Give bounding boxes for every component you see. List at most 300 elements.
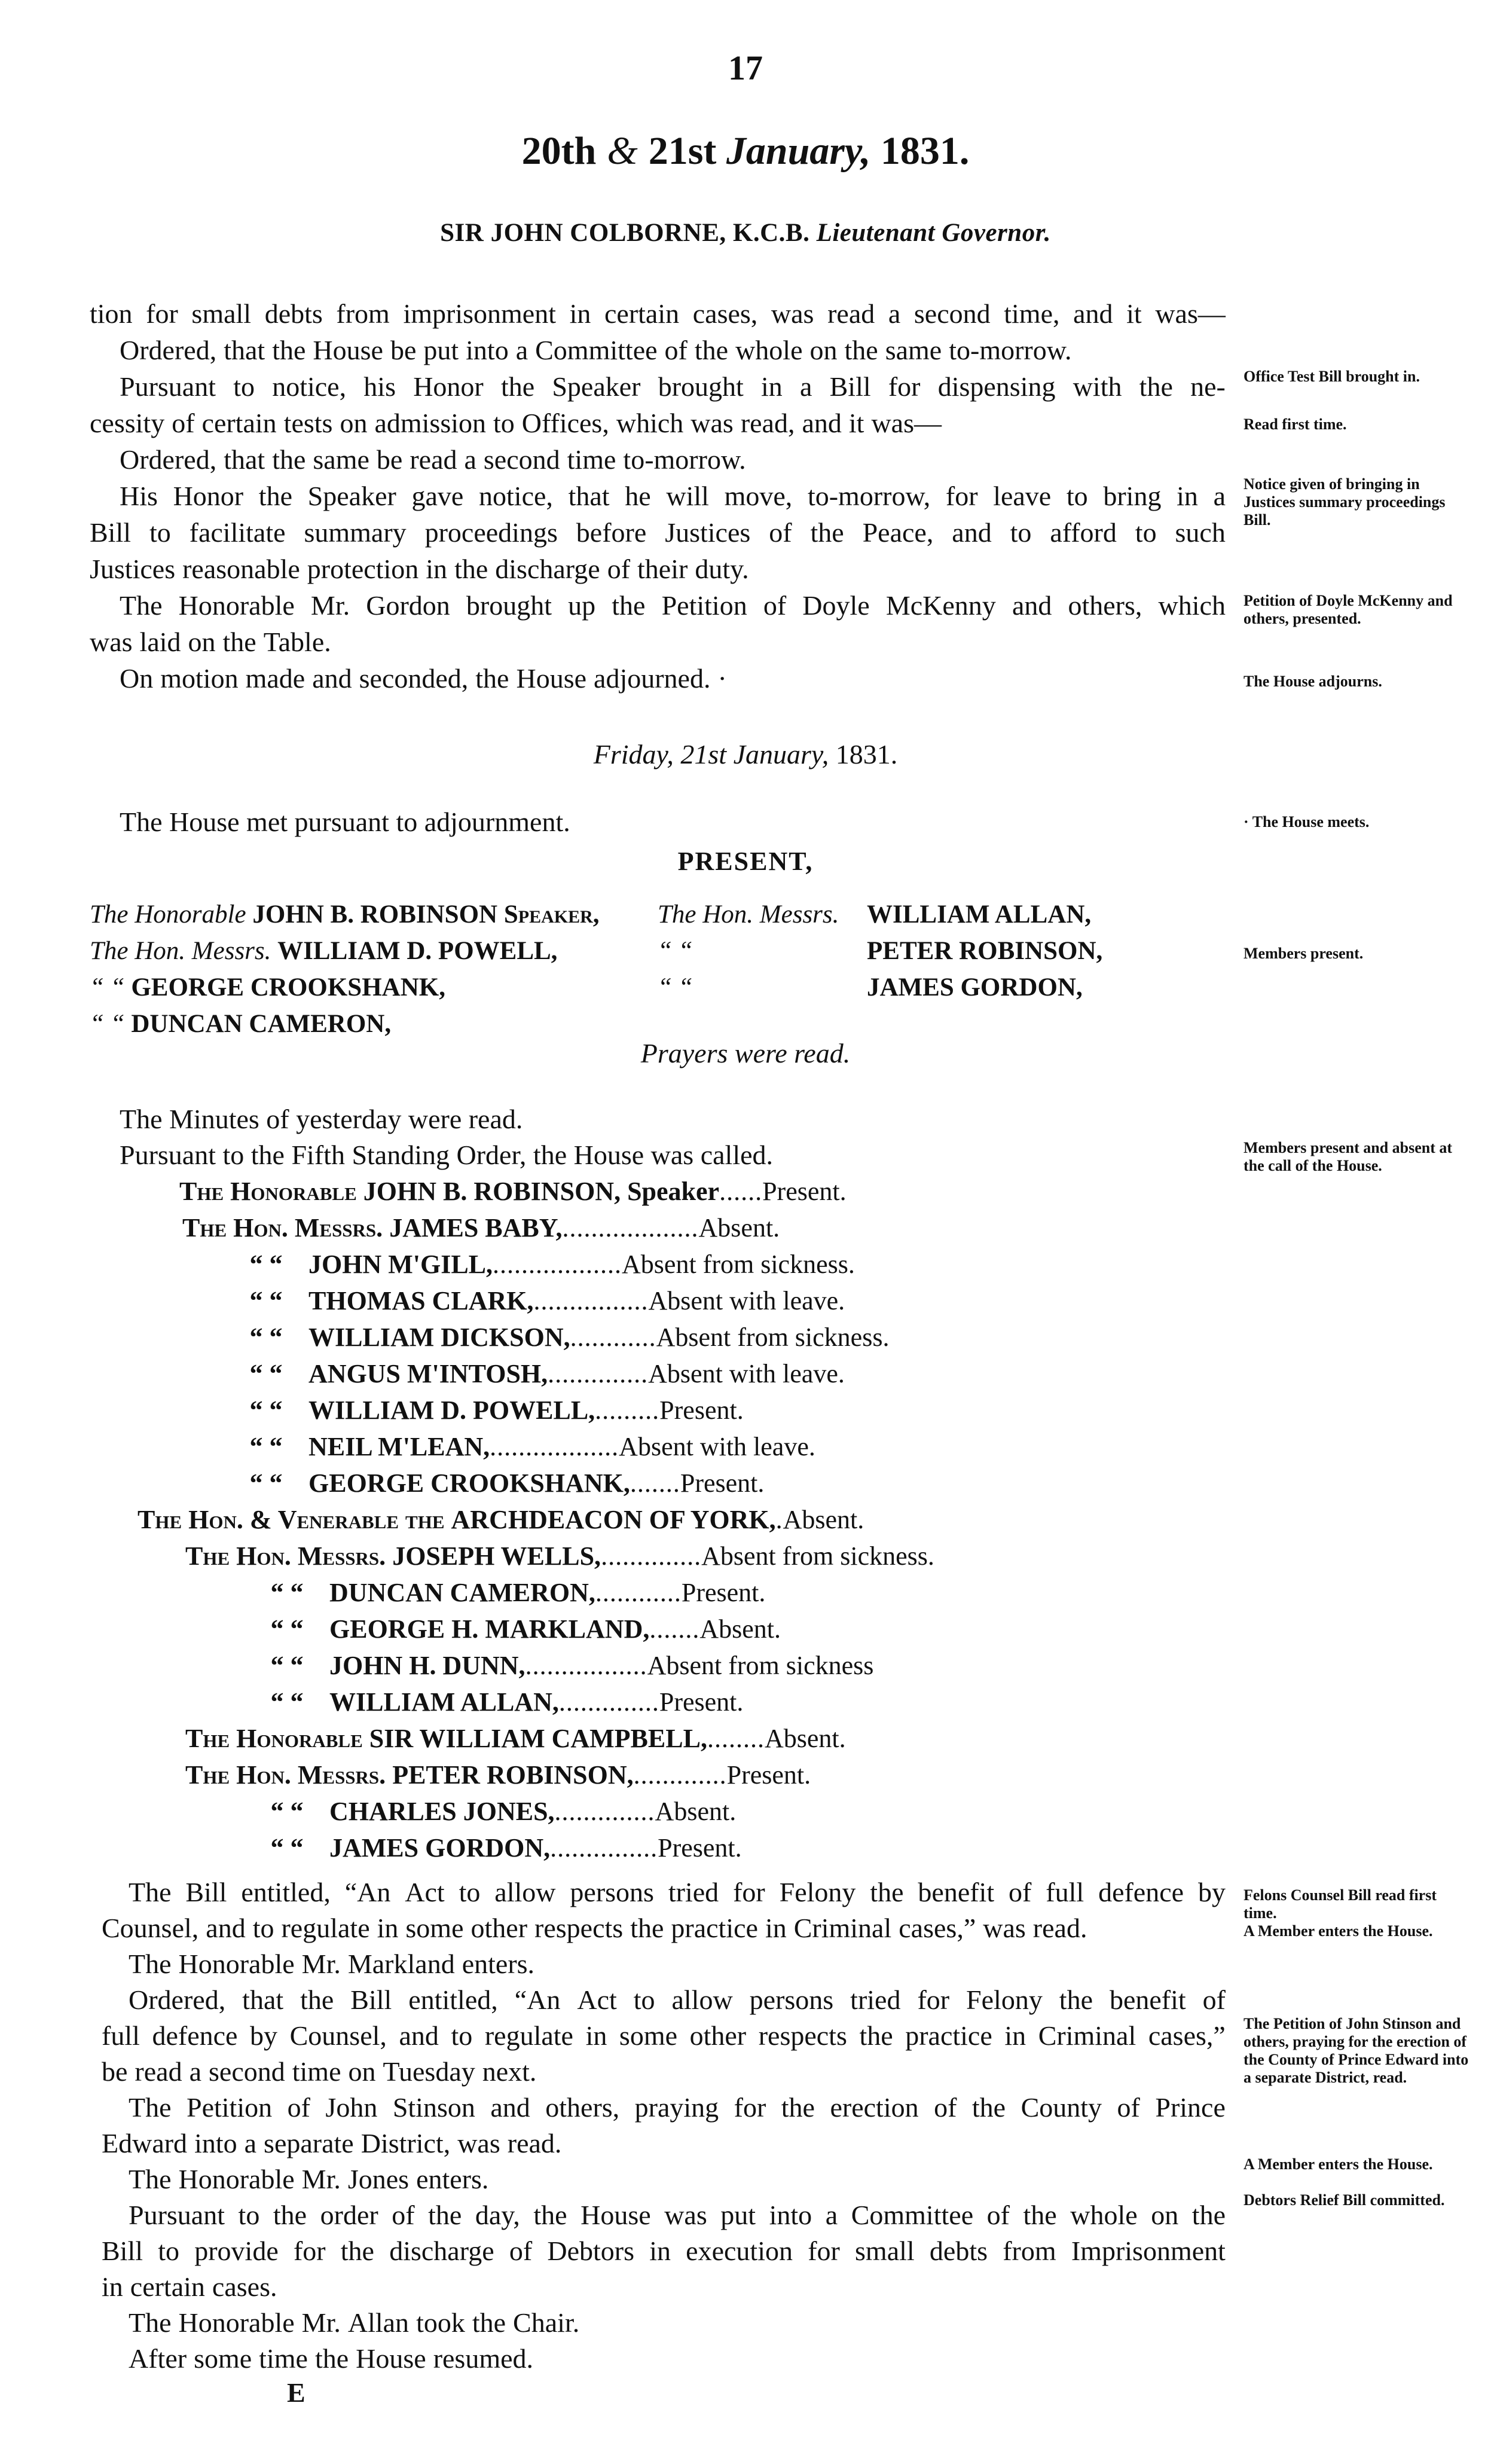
word: from [336, 298, 390, 329]
roll-dots: ............... [550, 1833, 658, 1862]
member-name: PETER ROBINSON, [867, 937, 1103, 965]
word: Mr. [301, 2164, 341, 2194]
present-heading: PRESENT, [677, 847, 814, 876]
roll-dots: ....... [630, 1468, 680, 1498]
date-month: January, [726, 129, 871, 173]
word: His [120, 481, 158, 511]
word: John [325, 2092, 378, 2123]
word: proceedings [424, 517, 558, 548]
word: the [300, 1984, 334, 2015]
word: leave [993, 481, 1052, 511]
word: brought [466, 590, 552, 621]
word: Chair. [513, 2307, 580, 2338]
word: into [466, 335, 509, 365]
word: for [146, 298, 178, 329]
word: in [569, 298, 591, 329]
roll-entry [251, 1793, 736, 1830]
word: from [1003, 2236, 1056, 2266]
present-row-left [90, 1006, 391, 1042]
word: was [771, 298, 814, 329]
word: Ordered, [129, 1984, 226, 2015]
roll-entry [185, 1538, 934, 1574]
margin-note-members-present: Members present. [1243, 945, 1364, 962]
word: that [568, 481, 610, 511]
word: Jones [347, 2164, 410, 2194]
member-prefix: The Hon. Messrs. [90, 937, 271, 965]
word: The [129, 2092, 172, 2123]
date-heading [0, 129, 1491, 174]
word: Gordon [366, 590, 450, 621]
roll-title: “ “ [270, 1833, 304, 1862]
roll-entry [185, 1757, 811, 1793]
date-ampersand: & [607, 129, 638, 173]
word: for [917, 1984, 950, 2015]
word: read [827, 298, 875, 329]
word: of [287, 2092, 310, 2123]
roll-status: Present. [726, 1760, 811, 1790]
word: cases. [212, 2271, 277, 2302]
word: Felony [779, 1877, 856, 1907]
word: the [1191, 2200, 1226, 2230]
member-name: JOHN B. ROBINSON [252, 900, 498, 929]
word: summary [304, 517, 407, 548]
word: discharge [495, 554, 600, 584]
word: for [293, 2236, 326, 2266]
roll-dots: ............ [595, 1578, 682, 1607]
word: Act [577, 1984, 617, 2015]
word: which [616, 408, 684, 438]
roll-entry [251, 1830, 742, 1866]
roll-dots: .................. [493, 1250, 622, 1279]
word: of [509, 2236, 533, 2266]
word: a [515, 335, 528, 365]
word: “An [514, 1984, 561, 2015]
present-row-right [658, 897, 1091, 933]
word: cases,” [1148, 2020, 1226, 2051]
roll-name: GEORGE CROOKSHANK, [308, 1468, 630, 1498]
word: order [320, 2200, 378, 2230]
word: to [1066, 481, 1088, 511]
word: Petition [187, 2092, 273, 2123]
word: on [340, 408, 368, 438]
word: read [410, 444, 457, 475]
word: respects [534, 1913, 624, 1943]
word: small [855, 2236, 915, 2266]
roll-entry [251, 1684, 743, 1720]
text-line [129, 2197, 1226, 2233]
word: read [135, 2056, 182, 2087]
member-suffix: Speaker, [503, 900, 600, 929]
roll-title: “ “ [249, 1432, 283, 1461]
roll-entry [230, 1428, 815, 1465]
word: Pursuant [120, 371, 216, 402]
word: Counsel, [289, 2020, 387, 2051]
word: The [120, 590, 163, 621]
word: put [423, 335, 459, 365]
word: time [292, 2056, 341, 2087]
text-line [120, 442, 746, 478]
margin-note-call-of-house: Members present and absent at the call of the House. [1243, 1139, 1453, 1174]
word: to [252, 1913, 274, 1943]
text-line [120, 661, 727, 697]
word: into [769, 2200, 812, 2230]
roll-entry [230, 1246, 855, 1283]
word: whole [1070, 2200, 1138, 2230]
governor-line [0, 218, 1491, 248]
word: Mr. [310, 590, 350, 621]
word: The [129, 1877, 172, 1907]
word: of [986, 2200, 1010, 2230]
roll-entry [251, 1647, 873, 1684]
word: Bill [102, 2236, 143, 2266]
text-line [129, 2090, 1226, 2126]
member-name: GEORGE CROOKSHANK, [131, 973, 445, 1002]
word: was [90, 627, 133, 657]
roll-title: The Hon. Messrs. [185, 1760, 386, 1790]
word: praying [634, 2092, 719, 2123]
word: House [356, 2343, 426, 2374]
word: full [102, 2020, 140, 2051]
word: debts [264, 298, 323, 329]
word: certain [130, 2271, 205, 2302]
text-line [129, 2161, 488, 2197]
word: the [222, 627, 256, 657]
text-line [129, 1874, 1226, 1910]
word: motion [160, 663, 239, 694]
word: tried [850, 1984, 901, 2015]
word: to-morrow. [623, 444, 746, 475]
governor-name: SIR JOHN COLBORNE, K.C.B. [440, 219, 810, 247]
word: was— [871, 408, 942, 438]
text-line [102, 2233, 1226, 2269]
roll-entry [230, 1319, 889, 1355]
word: discharge [389, 2236, 494, 2266]
word: Honor [413, 371, 484, 402]
word: made [245, 663, 305, 694]
word: and [1073, 298, 1113, 329]
word: in [1004, 2020, 1026, 2051]
word: House [313, 335, 383, 365]
text-line [90, 551, 749, 587]
roll-status: Present. [659, 1396, 744, 1425]
word: took [416, 2307, 465, 2338]
word: Bill [829, 371, 871, 402]
margin-note-house-meets: · The House meets. [1243, 813, 1370, 831]
word: the [694, 335, 729, 365]
word: Pursuant [129, 2200, 225, 2230]
word: his [363, 371, 396, 402]
word: and [1012, 590, 1052, 621]
word: Mr. [301, 2307, 341, 2338]
word: such [1175, 517, 1226, 548]
word: House [580, 2200, 651, 2230]
word: in [765, 1913, 787, 1943]
word: enters. [462, 1949, 535, 1979]
word: certain [201, 408, 277, 438]
word: the [1059, 1984, 1093, 2015]
word: was [690, 408, 734, 438]
word: the [258, 481, 292, 511]
word: a [888, 298, 901, 329]
word: a [825, 2200, 838, 2230]
word: to [493, 408, 515, 438]
word: allow [494, 1877, 556, 1907]
roll-name: JOSEPH WELLS, [392, 1541, 601, 1571]
word: same [885, 335, 942, 365]
word: certain [604, 298, 680, 329]
word: that [224, 335, 265, 365]
word: the [454, 554, 488, 584]
roll-status: Present. [659, 1687, 744, 1717]
word: Imprisonment [1071, 2236, 1226, 2266]
roll-title: “ “ [270, 1614, 304, 1644]
word: tion [90, 298, 133, 329]
roll-title: The Honorable [185, 1724, 363, 1753]
word: persons [570, 1877, 654, 1907]
word: the [810, 517, 844, 548]
member-prefix: “ “ [90, 973, 125, 1002]
roll-status: Present. [762, 1177, 847, 1206]
word: move, [724, 481, 793, 511]
word: on [188, 627, 216, 657]
word: a [800, 371, 812, 402]
word: Justices [665, 517, 751, 548]
word: Stinson [392, 2092, 475, 2123]
word: a [1213, 481, 1226, 511]
word: was— [1155, 298, 1226, 329]
word: time [567, 444, 616, 475]
margin-note-felons-bill: Felons Counsel Bill read first time. [1243, 1886, 1437, 1922]
word: others, [1068, 590, 1142, 621]
roll-dots: .............. [554, 1797, 655, 1826]
word: defence [152, 2020, 238, 2051]
word: Ordered, [120, 335, 217, 365]
word: for [733, 1877, 765, 1907]
word: protection [307, 554, 419, 584]
house-met-line: The House met pursuant to adjournment. [120, 807, 570, 837]
roll-name: JOHN H. DUNN, [329, 1651, 525, 1680]
roll-title: The Honorable [179, 1177, 357, 1206]
word: to [459, 1877, 481, 1907]
word: brought [658, 371, 744, 402]
word: to [1135, 517, 1157, 548]
word: notice, [272, 371, 347, 402]
prayers-line: Prayers were read. [640, 1038, 851, 1068]
text-line [102, 2054, 536, 2090]
word: it [1126, 298, 1142, 329]
word: for [888, 371, 921, 402]
word: of [1009, 1877, 1032, 1907]
word: will [666, 481, 709, 511]
word: to [451, 2020, 473, 2051]
margin-note-petition-doyle: Petition of Doyle McKenny and others, presented. [1243, 592, 1453, 627]
word: cessity [90, 408, 165, 438]
member-prefix: “ “ [658, 973, 693, 1002]
word: adjourned. [594, 663, 711, 694]
word: for [945, 481, 978, 511]
word: to-morrow. [949, 335, 1072, 365]
roll-entry [138, 1501, 864, 1538]
word: the [630, 1913, 664, 1943]
friday-day: Friday, [593, 739, 674, 770]
word: Tuesday [383, 2056, 475, 2087]
word: the [428, 2200, 462, 2230]
word: Petition [661, 590, 747, 621]
word: and [490, 2092, 530, 2123]
word: whole [735, 335, 803, 365]
roll-status: Absent with leave. [648, 1286, 845, 1315]
roll-name: WILLIAM D. POWELL, [308, 1396, 595, 1425]
word: “An [344, 1877, 391, 1907]
word: bring [1103, 481, 1162, 511]
word: into [194, 2128, 237, 2158]
governor-title: Lieutenant Governor. [816, 219, 1051, 247]
word: Offices, [521, 408, 609, 438]
word: the [870, 1877, 904, 1907]
roll-entry [182, 1210, 780, 1246]
word: was [664, 2200, 707, 2230]
roll-title: “ “ [270, 1687, 304, 1717]
word: other [470, 1913, 528, 1943]
roll-dots: ............ [570, 1323, 656, 1352]
roll-title: “ “ [270, 1578, 304, 1607]
roll-dots: ......... [595, 1396, 660, 1425]
roll-dots: .............. [558, 1687, 659, 1717]
word: and [399, 2020, 439, 2051]
word: on [809, 335, 838, 365]
member-prefix: “ “ [90, 1010, 125, 1038]
word: it [848, 408, 864, 438]
word: others, [545, 2092, 620, 2123]
word: The [129, 2164, 172, 2194]
word: erection [830, 2092, 919, 2123]
text-line [120, 332, 1071, 368]
text-line [102, 2126, 561, 2161]
margin-note-stinson-petition: The Petition of John Stinson and others, praying for the erection of the County of Prince Edward into a separate District, read. [1243, 2015, 1469, 2086]
word: tried [668, 1877, 719, 1907]
date-mid: 21st [648, 129, 717, 173]
word: separate [264, 2128, 354, 2158]
text-line [129, 1982, 1226, 2018]
roll-name: WILLIAM ALLAN, [329, 1687, 559, 1717]
word: Counsel, [102, 1913, 199, 1943]
word: to [1010, 517, 1032, 548]
word: to [233, 371, 255, 402]
word: he [625, 481, 651, 511]
word: same [313, 444, 369, 475]
word: persons [749, 1984, 834, 2015]
word: Edward [102, 2128, 188, 2158]
word: a [244, 2128, 257, 2158]
word: Honorable [178, 1949, 295, 1979]
word: of [392, 2200, 415, 2230]
word: of [664, 335, 688, 365]
roll-entry [179, 1173, 847, 1210]
roll-status: Absent. [698, 1213, 780, 1242]
word: admission [374, 408, 487, 438]
roll-title: “ “ [249, 1250, 283, 1279]
word: of [1117, 2092, 1140, 2123]
word: Bill [185, 1877, 227, 1907]
word: provide [194, 2236, 279, 2266]
word: be [376, 444, 403, 475]
word: tests [283, 408, 333, 438]
word: of [763, 590, 787, 621]
word: some [619, 2020, 678, 2051]
text-line [90, 624, 331, 660]
word: some [194, 2343, 252, 2374]
word: Committee [851, 2200, 974, 2230]
present-row-right [658, 1006, 867, 1042]
word: which [1158, 590, 1226, 621]
member-prefix: The Honorable [90, 900, 246, 929]
word: Table. [263, 627, 331, 657]
minutes-line: The Minutes of yesterday were read. [120, 1104, 523, 1134]
word: and [206, 1913, 246, 1943]
margin-note-adjourns: The House adjourns. [1243, 673, 1382, 690]
word: laid [139, 627, 181, 657]
roll-name: JAMES BABY, [389, 1213, 563, 1242]
word: cases, [692, 298, 758, 329]
word: seconded, [359, 663, 469, 694]
roll-entry [230, 1465, 764, 1501]
roll-dots: ............. [633, 1760, 727, 1790]
word: of [1202, 1984, 1226, 2015]
word: the [475, 663, 509, 694]
text-line [102, 2269, 277, 2305]
word: of [607, 554, 631, 584]
word: Act [405, 1877, 445, 1907]
present-row-right [658, 933, 1102, 969]
present-row-left [90, 897, 600, 933]
word: the [273, 2200, 307, 2230]
margin-note-read-first: Read first time. [1243, 416, 1347, 433]
word: a [464, 444, 476, 475]
word: Mr. [301, 1949, 341, 1979]
text-line [102, 1910, 1087, 1946]
word: District, [360, 2128, 451, 2158]
text-line [129, 2341, 533, 2377]
word: imprisonment [403, 298, 556, 329]
text-line [120, 588, 1226, 624]
text-line [102, 2018, 1226, 2054]
roll-name: JOHN B. ROBINSON, Speaker [363, 1177, 720, 1206]
word: to-morrow, [807, 481, 931, 511]
word: resumed. [433, 2343, 534, 2374]
roll-name: ANGUS M'INTOSH, [308, 1359, 548, 1388]
word: Committee [535, 335, 658, 365]
text-line [120, 478, 1226, 514]
roll-status: Absent. [783, 1505, 864, 1534]
member-name: WILLIAM ALLAN, [867, 900, 1092, 929]
word: the [781, 2092, 815, 2123]
word: facilitate [189, 517, 286, 548]
text-line [90, 515, 1226, 551]
word: House [516, 663, 587, 694]
margin-note-jones-enters: A Member enters the House. [1243, 2155, 1433, 2173]
friday-year: 1831. [835, 739, 898, 770]
word: dispensing [937, 371, 1056, 402]
margin-note-debtors-bill: Debtors Relief Bill committed. [1243, 2191, 1445, 2209]
word: read. [507, 2128, 562, 2158]
roll-status: Absent from sickness. [701, 1541, 934, 1571]
roll-title: The Hon. & Venerable the [138, 1505, 445, 1534]
word: the [533, 2200, 567, 2230]
word: respects [758, 2020, 847, 2051]
roll-status: Absent. [764, 1724, 846, 1753]
roll-dots: ...... [719, 1177, 763, 1206]
roll-dots: ................. [525, 1651, 647, 1680]
